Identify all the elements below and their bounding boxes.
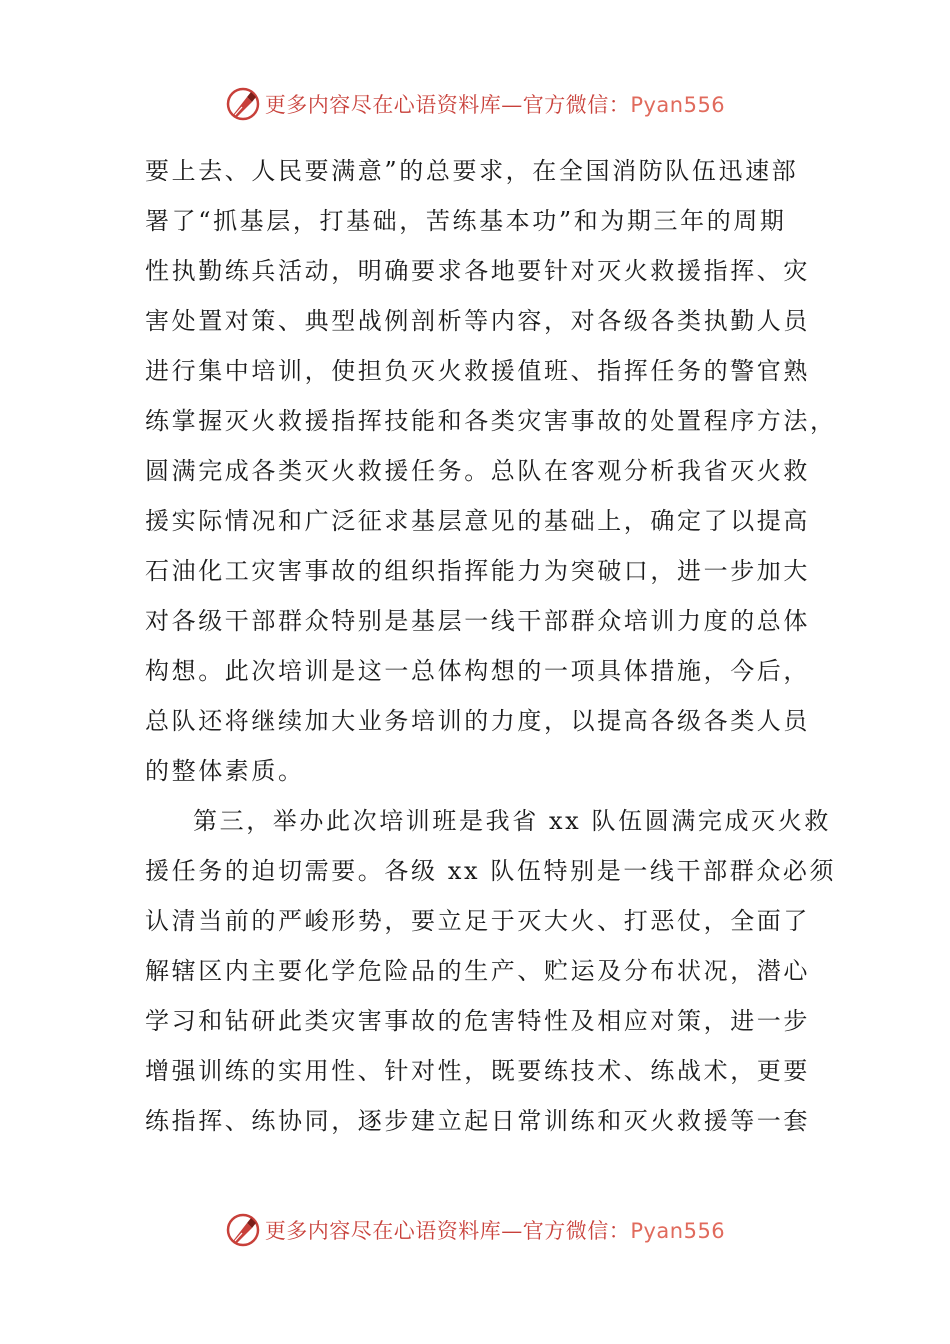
body-line: 增强训练的实用性、针对性，既要练技术、练战术，更要	[145, 1057, 810, 1085]
body-line: 练指挥、练协同，逐步建立起日常训练和灭火救援等一套	[145, 1107, 810, 1135]
body-line: 性执勤练兵活动，明确要求各地要针对灭火救援指挥、灾	[145, 257, 810, 285]
body-line: 构想。此次培训是这一总体构想的一项具体措施，今后，	[145, 657, 810, 685]
body-line: 认清当前的严峻形势，要立足于灭大火、打恶仗，全面了	[145, 907, 810, 935]
header-banner	[0, 84, 950, 124]
footer-banner	[0, 1210, 950, 1250]
body-line: 圆满完成各类灭火救援任务。总队在客观分析我省灭火救	[145, 457, 810, 485]
pen-nib-logo-icon	[225, 86, 261, 122]
body-line: 援实际情况和广泛征求基层意见的基础上，确定了以提高	[145, 507, 810, 535]
body-line: 石油化工灾害事故的组织指挥能力为突破口，进一步加大	[145, 557, 810, 585]
body-line: 害处置对策、典型战例剖析等内容，对各级各类执勤人员	[145, 307, 810, 335]
body-line: 解辖区内主要化学危险品的生产、贮运及分布状况，潜心	[145, 957, 810, 985]
body-line: 进行集中培训，使担负灭火救援值班、指挥任务的警官熟	[145, 357, 810, 385]
body-line: 援任务的迫切需要。各级 xx 队伍特别是一线干部群众必须	[145, 857, 837, 885]
paragraph-start-line: 第三，举办此次培训班是我省 xx 队伍圆满完成灭火救	[193, 807, 831, 835]
document-body	[145, 146, 837, 1146]
body-line: 对各级干部群众特别是基层一线干部群众培训力度的总体	[145, 607, 810, 635]
header-banner-text: 更多内容尽在心语资料库—官方微信：Pyan556	[264, 93, 726, 117]
pen-nib-logo-icon	[225, 1212, 261, 1248]
body-line: 的整体素质。	[145, 757, 305, 785]
footer-banner-text: 更多内容尽在心语资料库—官方微信：Pyan556	[264, 1219, 726, 1243]
body-line: 要上去、人民要满意”的总要求，在全国消防队伍迅速部	[145, 157, 799, 185]
body-line: 总队还将继续加大业务培训的力度，以提高各级各类人员	[145, 707, 810, 735]
body-line: 学习和钻研此类灾害事故的危害特性及相应对策，进一步	[145, 1007, 810, 1035]
body-line: 练掌握灭火救援指挥技能和各类灾害事故的处置程序方法，	[145, 407, 837, 435]
body-line: 署了“抓基层，打基础，苦练基本功”和为期三年的周期	[145, 207, 787, 235]
